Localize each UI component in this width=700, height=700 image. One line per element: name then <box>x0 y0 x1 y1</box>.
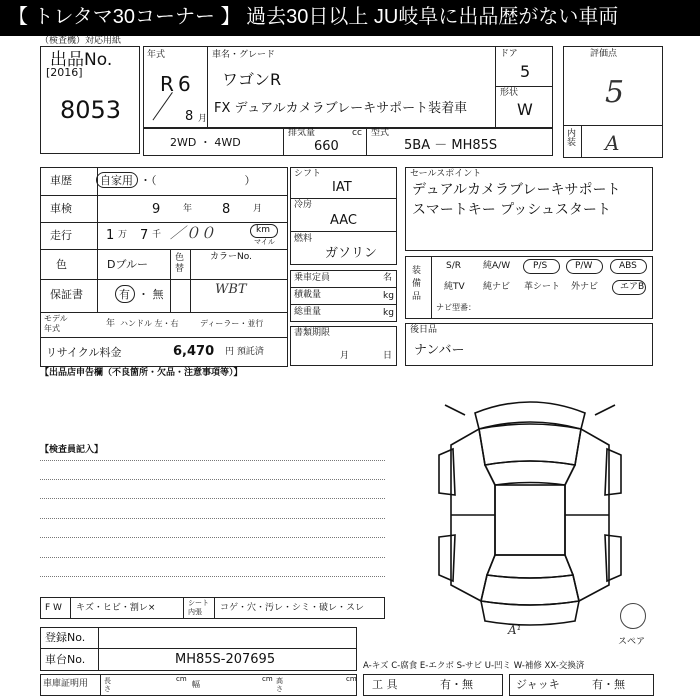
garage-cert-width-label: 幅 <box>192 680 200 689</box>
equip-ext-nav: 外ナビ <box>571 282 599 292</box>
year-era: R <box>160 72 174 96</box>
inspection-month: 8 <box>222 202 231 217</box>
interior-label: 内装 <box>567 129 577 148</box>
model-year-label: モデル年式 <box>44 314 68 333</box>
jack-value: 有・無 <box>592 678 625 691</box>
shape-value: W <box>517 100 533 119</box>
warranty-rest: ・ 無 <box>138 288 164 301</box>
weight-unit: kg <box>383 308 394 318</box>
capacity-unit: 名 <box>383 273 393 283</box>
inspection-year: 9 <box>152 202 161 217</box>
equip-pw: P/W <box>575 261 593 271</box>
equip-airbag: エアB <box>620 282 645 292</box>
fw-items: キズ・ヒビ・割レ× <box>76 603 156 613</box>
seat-label: シート内張 <box>188 599 209 616</box>
mileage-man-unit: 万 <box>118 230 128 240</box>
nav-model-label: ナビ型番： <box>436 303 476 312</box>
damage-legend: A-キズ C-腐食 E-エクボ S-サビ U-凹ミ W-補修 XX-交換済 <box>363 661 585 671</box>
diagram-mark: A¹ <box>508 623 522 637</box>
car-hood <box>479 424 581 465</box>
color-label: 色 <box>56 258 67 271</box>
color-code: WBT <box>215 282 247 297</box>
lot-label: 出品No. <box>50 50 113 70</box>
form-subheader: （検査機）対応用紙 <box>40 36 122 46</box>
car-left-front-wheel <box>439 449 455 495</box>
equip-leather: 革シート <box>524 282 561 292</box>
score-value: 5 <box>605 75 625 110</box>
car-trunk <box>481 575 579 605</box>
ac-label: 冷房 <box>294 200 313 210</box>
garage-cert-length-unit: cm <box>176 675 187 683</box>
seat-items: コゲ・穴・汚レ・シミ・破レ・スレ <box>220 603 365 613</box>
seller-notes-label: 【出品店申告欄（不良箇所・欠品・注意事項等）】 <box>40 368 243 378</box>
chassis-value: MH85S-207695 <box>175 652 276 667</box>
warranty-label: 保証書 <box>50 288 83 301</box>
interior-value: A <box>605 131 620 155</box>
drive-type: 2WD ・ 4WD <box>170 136 241 149</box>
displacement-value: 660 <box>314 139 339 154</box>
score-label: 評価点 <box>590 49 618 59</box>
car-windshield <box>485 461 575 485</box>
equip-tv: 純TV <box>444 282 465 292</box>
equip-nav: 純ナビ <box>483 282 511 292</box>
ac-value: AAC <box>330 213 357 228</box>
tools-label: 工 具 <box>372 678 398 691</box>
mileage-unit: km <box>256 225 270 235</box>
recycle-unit: 円 預託済 <box>225 347 264 357</box>
lot-number: 8053 <box>60 96 122 124</box>
year-month: 8 <box>185 109 194 124</box>
car-rear-glass <box>487 555 573 578</box>
year-month-unit: 月 <box>198 114 208 124</box>
car-front-bumper <box>475 402 585 429</box>
car-left-rear-wheel <box>439 535 455 581</box>
history-label: 車歴 <box>50 174 72 187</box>
car-right-front-wheel <box>605 449 621 495</box>
inspection-year-unit: 年 <box>183 204 193 214</box>
mileage-label: 走行 <box>50 229 72 242</box>
year-label: 年式 <box>147 50 166 60</box>
car-damage-diagram <box>405 385 655 635</box>
garage-cert-label: 車庫証明用 <box>43 679 89 689</box>
after-items-label: 後日品 <box>410 325 438 335</box>
mileage-alt-unit: マイル <box>254 238 275 246</box>
color-value: Dブルー <box>107 258 149 271</box>
load-label: 積載量 <box>294 290 322 300</box>
car-rear-bumper <box>481 601 579 625</box>
equip-alloy: 純A/W <box>483 261 511 271</box>
tools-value: 有・無 <box>440 678 473 691</box>
doors-label: ドア <box>500 49 518 59</box>
fuel-label: 燃料 <box>294 234 313 244</box>
banner-text: 【 トレタマ30コーナー 】 過去30日以上 JU岐阜に出品歴がない車両 <box>8 6 619 28</box>
mileage-sen-unit: 千 <box>152 230 162 240</box>
model-year-unit: 年 <box>106 319 116 329</box>
shift-value: IAT <box>332 180 352 195</box>
chassis-label: 車台No. <box>45 653 86 666</box>
history-rest: ・（ ） <box>140 174 256 187</box>
shift-label: シフト <box>294 169 322 179</box>
sales-point-line1: デュアルカメラブレーキサポート <box>412 182 621 198</box>
garage-cert-height-label: 高さ <box>276 677 283 693</box>
handle-side: ハンドル 左・右 <box>120 319 179 328</box>
mileage-handwritten: ／００ <box>170 224 216 242</box>
inspection-label: 車検 <box>50 202 72 215</box>
recycle-value: 6,470 <box>173 344 215 359</box>
spare-label: スペア <box>618 637 646 647</box>
equipment-label: 装備品 <box>412 266 422 302</box>
doors-value: 5 <box>520 62 531 81</box>
inspector-notes-label: 【検査員記入】 <box>40 445 104 455</box>
garage-cert-length-label: 長さ <box>104 677 111 693</box>
color-change-label: 色替 <box>175 253 185 274</box>
recycle-label: リサイクル料金 <box>46 346 122 359</box>
reg-period-day-unit: 日 <box>383 351 393 361</box>
shape-label: 形状 <box>500 88 519 98</box>
equip-ps: P/S <box>533 261 548 271</box>
car-right-rear-wheel <box>605 535 621 581</box>
car-roof <box>495 485 565 555</box>
lot-year-tag: [2016] <box>46 66 83 79</box>
grade-name: FX デュアルカメラブレーキサポート装着車 <box>214 101 468 116</box>
displacement-label: 排気量 <box>288 128 316 138</box>
reg-period-label: 書類期限 <box>294 328 331 338</box>
equip-abs: ABS <box>619 261 637 271</box>
sales-point-line2: スマートキー プッシュスタート <box>412 202 611 218</box>
history-selected: 自家用 <box>100 174 133 187</box>
registration-label: 登録No. <box>45 631 86 644</box>
name-label: 車名・グレード <box>212 50 276 60</box>
color-code-label: カラーNo. <box>210 252 252 262</box>
model-code-value: 5BA － MH85S <box>404 138 498 153</box>
year-value: 6 <box>178 72 191 96</box>
model-name: ワゴンR <box>222 70 282 89</box>
mileage-sen: 7 <box>140 228 149 243</box>
after-items-value: ナンバー <box>414 343 465 358</box>
capacity-label: 乗車定員 <box>294 273 331 283</box>
equip-sr: S/R <box>446 261 461 271</box>
mileage-man: 1 <box>106 228 115 243</box>
reg-period-month-unit: 月 <box>340 351 350 361</box>
dealer-type: ディーラー・並行 <box>200 319 264 328</box>
sales-point-label: セールスポイント <box>410 169 482 179</box>
displacement-unit: cc <box>352 128 362 138</box>
weight-label: 総重量 <box>294 307 322 317</box>
garage-cert-width-unit: cm <box>262 675 273 683</box>
load-unit: kg <box>383 291 394 301</box>
spare-tire-icon <box>620 603 646 629</box>
warranty-selected: 有 <box>119 288 130 301</box>
garage-cert-height-unit: cm <box>346 675 357 683</box>
model-code-label: 型式 <box>371 128 390 138</box>
inspection-month-unit: 月 <box>253 204 263 214</box>
jack-label: ジャッキ <box>516 678 560 691</box>
fuel-value: ガソリン <box>325 246 378 261</box>
fw-label: F W <box>45 603 62 613</box>
